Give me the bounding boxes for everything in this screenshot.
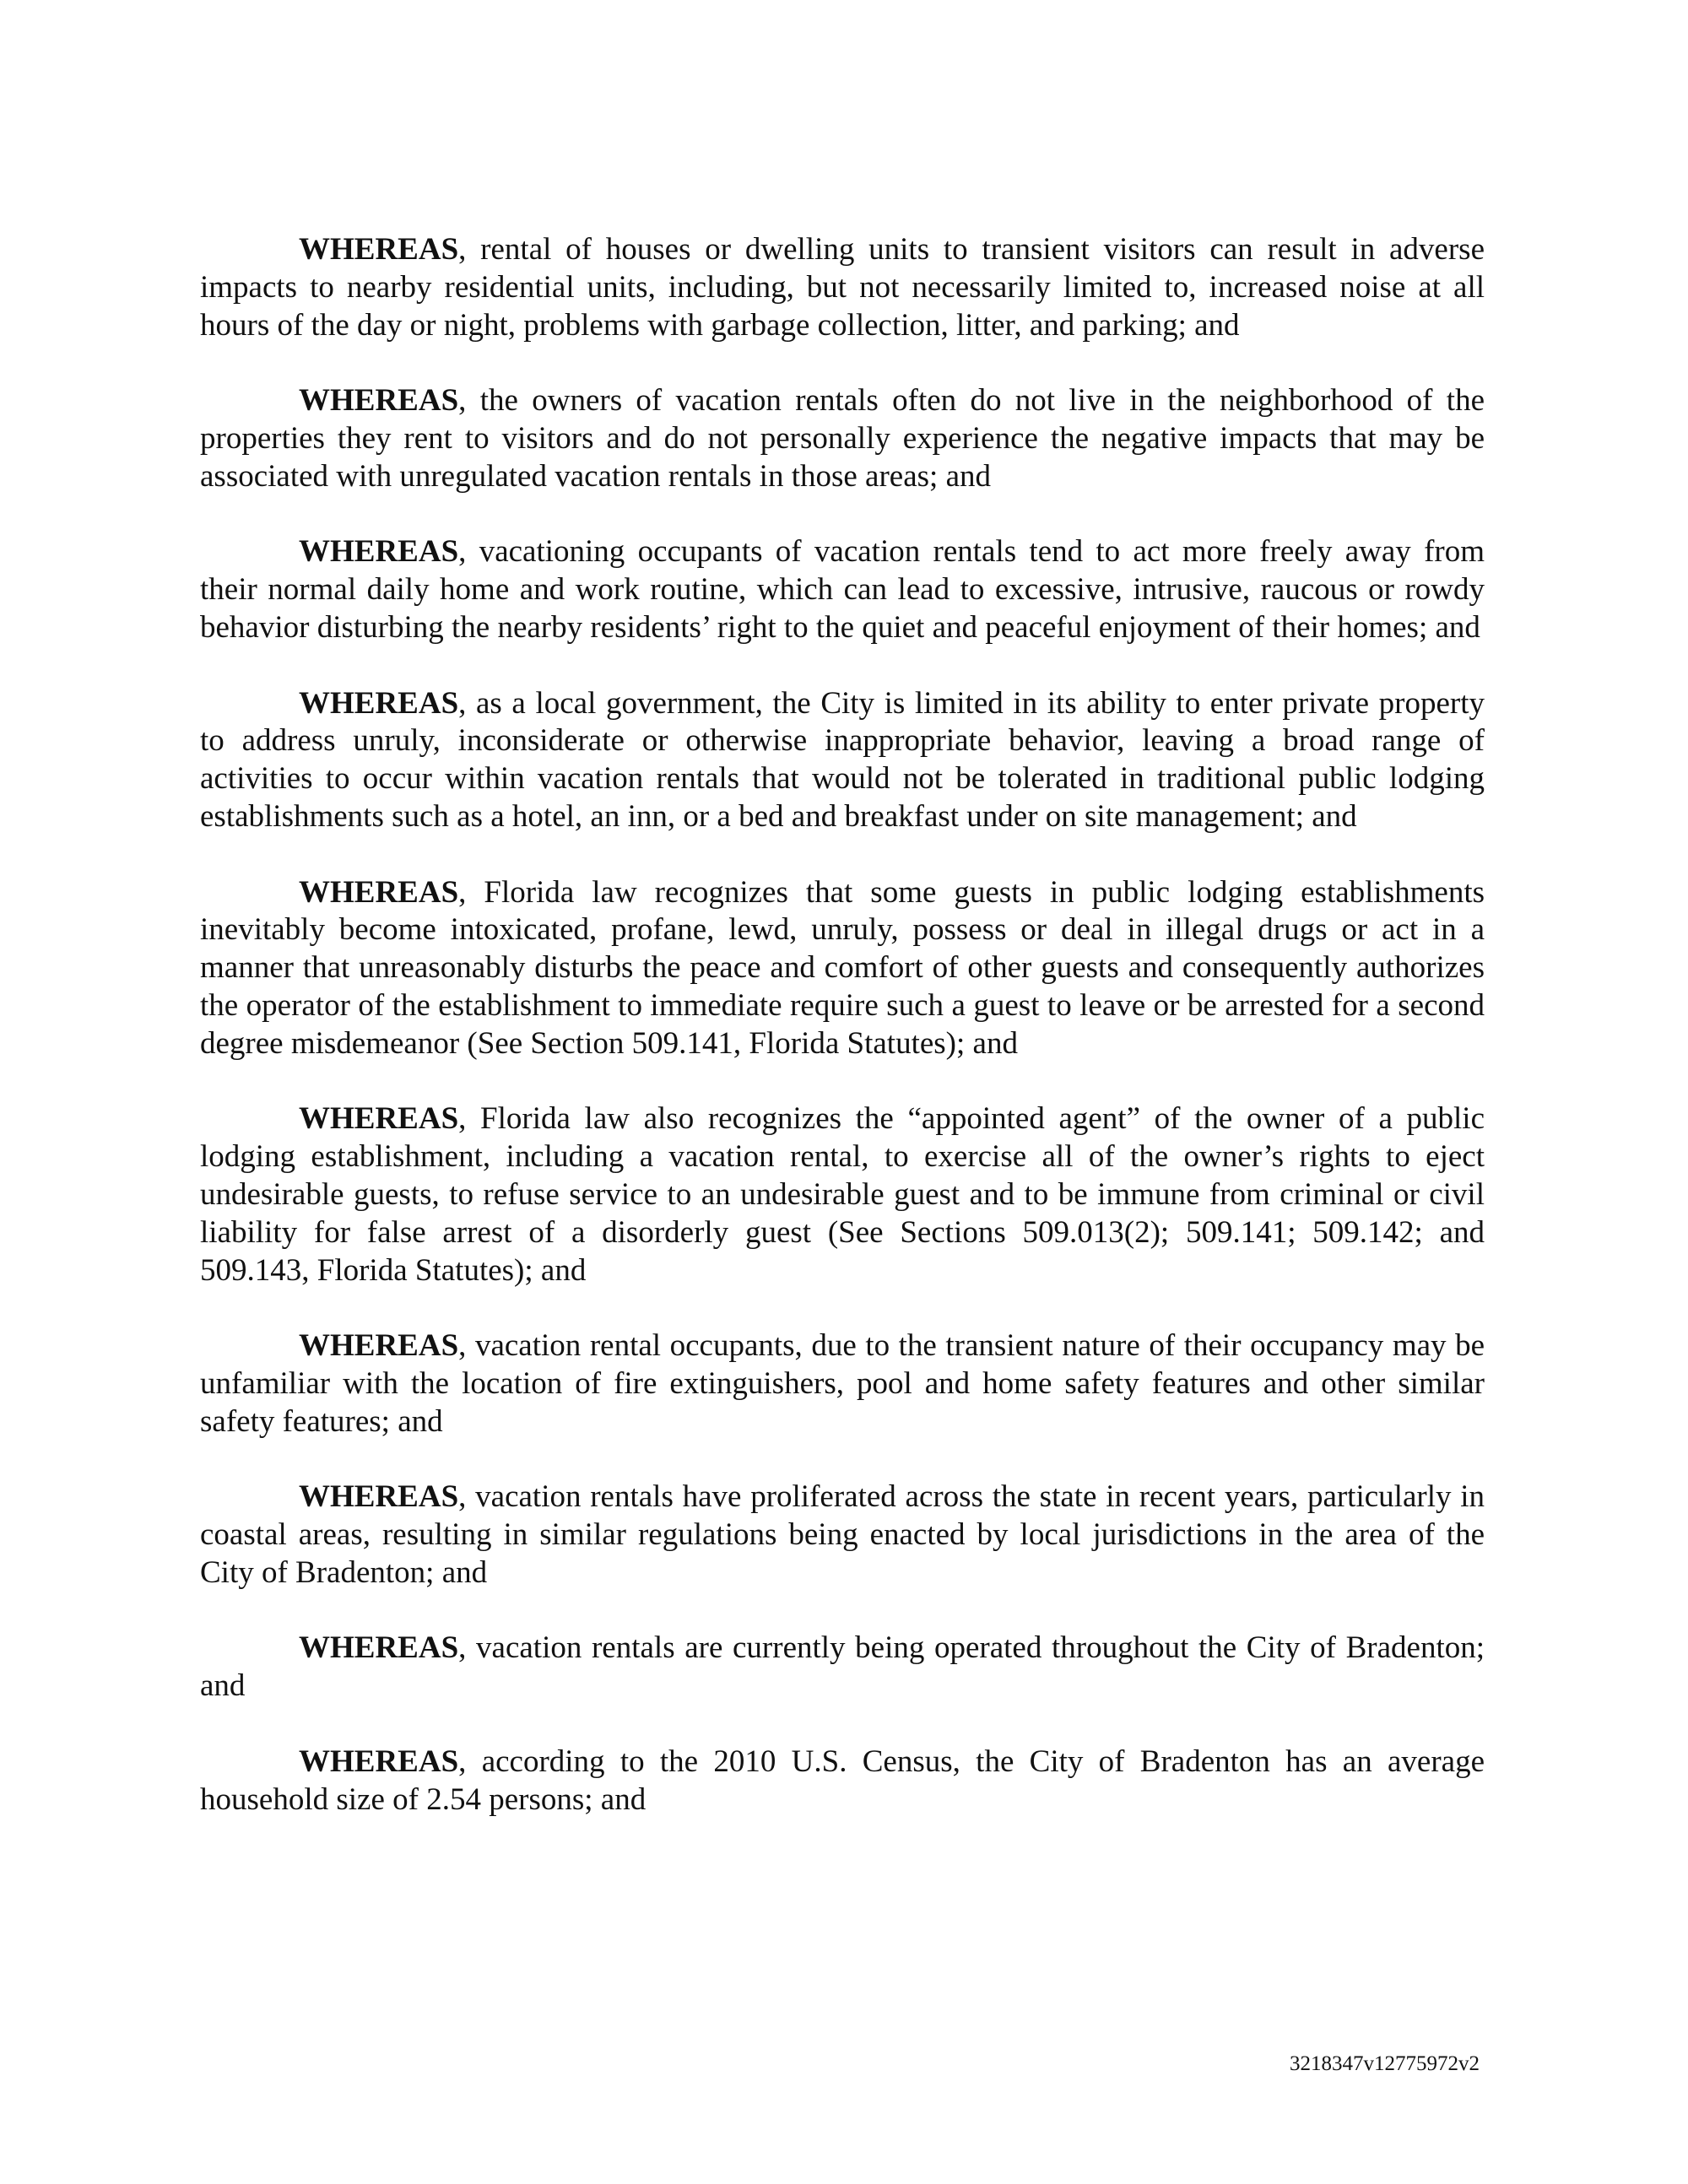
- whereas-keyword: WHEREAS: [299, 1101, 459, 1137]
- whereas-keyword: WHEREAS: [299, 1328, 459, 1364]
- whereas-keyword: WHEREAS: [299, 534, 459, 570]
- whereas-keyword: WHEREAS: [299, 1630, 459, 1666]
- whereas-paragraph-4: [200, 685, 1485, 836]
- paragraph-text: , vacation rentals are currently being operated throughout the City of Bradenton; and: [200, 1630, 1485, 1704]
- paragraph-text: , as a local government, the City is limited in its ability to enter private property to address unruly, inconsiderate or otherwise inappropriate behavior, leaving a broad range of activities to occur within vacation rentals that would not be tolerated in traditional public lodging establishments such as a hotel, an inn, or a bed and breakfast under on site management; and: [200, 685, 1485, 834]
- whereas-paragraph-1: [200, 231, 1485, 344]
- whereas-keyword: WHEREAS: [299, 1743, 459, 1779]
- paragraph-text: , vacation rentals have proliferated across the state in recent years, particularly in coastal areas, resulting in similar regulations being enacted by local jurisdictions in the area of the City of Bradenton; and: [200, 1479, 1485, 1590]
- paragraph-text: , Florida law recognizes that some guests in public lodging establishments inevitably become intoxicated, profane, lewd, unruly, possess or deal in illegal drugs or act in a manner that unreasonably disturbs the peace and comfort of other guests and consequently authorizes the operator of the establishment to immediate require such a guest to leave or be arrested for a second degree misdemeanor (See Section 509.141, Florida Statutes); and: [200, 874, 1485, 1061]
- paragraph-text: , rental of houses or dwelling units to transient visitors can result in adverse impacts to nearby residential units, including, but not necessarily limited to, increased noise at all hours of the day or night, problems with garbage collection, litter, and parking; and: [200, 232, 1485, 343]
- whereas-keyword: WHEREAS: [299, 383, 459, 419]
- whereas-paragraph-3: [200, 533, 1485, 646]
- paragraph-text: , vacation rental occupants, due to the transient nature of their occupancy may be unfamiliar with the location of fire extinguishers, pool and home safety features and other similar safety features; and: [200, 1328, 1485, 1439]
- whereas-paragraph-9: [200, 1630, 1485, 1706]
- whereas-paragraph-6: [200, 1100, 1485, 1289]
- whereas-paragraph-7: [200, 1327, 1485, 1441]
- whereas-paragraph-5: [200, 874, 1485, 1063]
- paragraph-text: , Florida law also recognizes the “appointed agent” of the owner of a public lodging establishment, including a vacation rental, to exercise all of the owner’s rights to eject undesirable guests, to refuse service to an undesirable guest and to be immune from criminal or civil liability for false arrest of a disorderly guest (See Sections 509.013(2); 509.141; 509.142; and 509.143, Florida Statutes); and: [200, 1101, 1485, 1288]
- document-body: [200, 231, 1485, 1857]
- paragraph-text: , according to the 2010 U.S. Census, the City of Bradenton has an average household size of 2.54 persons; and: [200, 1743, 1485, 1817]
- paragraph-text: , vacationing occupants of vacation rentals tend to act more freely away from their normal daily home and work routine, which can lead to excessive, intrusive, raucous or rowdy behavior disturbing the nearby residents’ right to the quiet and peaceful enjoyment of their homes; and: [200, 534, 1485, 645]
- whereas-paragraph-2: [200, 382, 1485, 495]
- whereas-keyword: WHEREAS: [299, 1479, 459, 1515]
- whereas-keyword: WHEREAS: [299, 232, 459, 267]
- document-id-footer: 3218347v12775972v2: [1290, 2052, 1480, 2075]
- whereas-keyword: WHEREAS: [299, 685, 459, 721]
- whereas-paragraph-10: [200, 1743, 1485, 1819]
- paragraph-text: , the owners of vacation rentals often do not live in the neighborhood of the properties they rent to visitors and do not personally experience the negative impacts that may be associated with unregulated vacation rentals in those areas; and: [200, 383, 1485, 494]
- whereas-keyword: WHEREAS: [299, 874, 459, 910]
- whereas-paragraph-8: [200, 1479, 1485, 1592]
